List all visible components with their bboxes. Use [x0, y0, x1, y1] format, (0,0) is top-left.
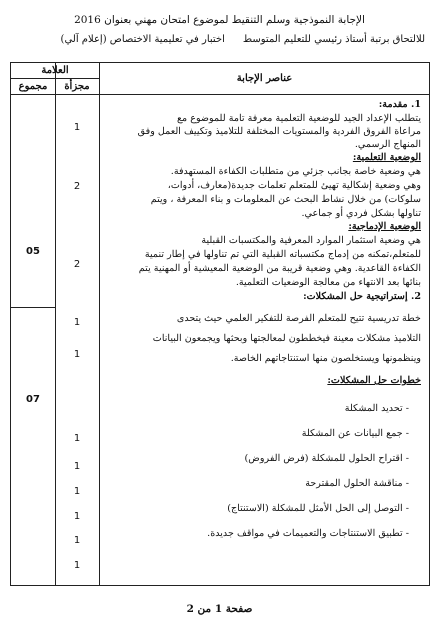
page-number: صفحة 1 من 2	[186, 603, 253, 615]
section1-line: المنهاج الرسمي.	[354, 139, 421, 150]
section1-line: للمتعلم،تمكنه من إدماج مكتسباته القبلية التي تم تناولها في إطار تنمية	[144, 249, 421, 260]
step-item: - جمع البيانات عن المشكلة	[301, 428, 409, 439]
answer-table	[10, 62, 430, 586]
section2-total: 07	[26, 394, 40, 405]
section2-line: خطة تدريسية تتيح للمتعلم الفرصة للتفكير العلمي حيث يتحدى	[176, 313, 421, 324]
section1-line: سلوكات) من خلال نشاط البحث عن المعلومات و بناء المعرفة ، ويتم	[150, 194, 421, 205]
steps-title: خطوات حل المشكلات:	[327, 375, 421, 386]
section1-line: بنائها بعد الانتهاء من معالجة الوضعيات التعلمية.	[235, 277, 421, 288]
header-divider	[11, 78, 99, 79]
total-header: مجموع	[18, 81, 48, 92]
partial-score: 2	[73, 181, 81, 192]
partial-score: 1	[73, 511, 81, 522]
step-item: - تحديد المشكلة	[344, 403, 409, 414]
step-item: - اقتراح الحلول للمشكلة (فرض الفروض)	[244, 453, 409, 464]
step-item: - مناقشة الحلول المقترحة	[305, 478, 409, 489]
integration-situation-title: الوضعية الإدماجية:	[348, 221, 421, 232]
section1-title: 1. مقدمة:	[378, 99, 421, 110]
section1-line: هي وضعية خاصة بجانب جزئي من متطلبات الكفاءة المستهدفة.	[170, 166, 421, 177]
section2-title: 2. إستراتيجية حل المشكلات:	[303, 291, 421, 302]
step-item: - التوصل إلى الحل الأمثل للمشكلة (الاستنتاج)	[227, 503, 409, 514]
section1-line: يتطلب الإعداد الجيد للوضعية التعلمية معرفة تامة للموضوع مع	[176, 113, 421, 124]
partial-score: 2	[73, 259, 81, 270]
answer-header: عناصر الإجابة	[236, 73, 293, 84]
section1-line: مراعاة الفروق الفردية والمستويات المختلفة للتلاميذ وتكييف العمل وفق	[137, 126, 421, 137]
partial-score: 1	[73, 486, 81, 497]
exam-rank: للالتحاق برتبة أستاذ رئيسي للتعليم المتوسط	[242, 34, 425, 45]
partial-score: 1	[73, 349, 81, 360]
exam-subtitle	[14, 33, 425, 46]
partial-score: 1	[73, 433, 81, 444]
section1-line: الكفاءة القاعدية. وهي وضعية قريبة من الوضعية المعيشية أو المهنية يتم	[138, 263, 421, 274]
partial-score: 1	[73, 560, 81, 571]
section1-line: وهي وضعية إشكالية تهيئ للمتعلم تعلمات جديدة(معارف، أدوات،	[167, 180, 421, 191]
section2-line: التلاميذ مشكلات معينة فيخططون لمعالجتها وبحثها ويجمعون البيانات	[152, 333, 421, 344]
section2-line: وينظمونها ويستخلصون منها استنتاجاتهم الخاصة.	[230, 353, 421, 364]
grade-header: العلامة	[41, 65, 69, 76]
document-title: الإجابة النموذجية وسلم التنقيط لموضوع امتحان مهني بعنوان 2016	[74, 14, 365, 26]
section1-total: 05	[26, 246, 40, 257]
partial-score: 1	[73, 317, 81, 328]
partial-score: 1	[73, 461, 81, 472]
section1-line: تناولها بشكل فردي أو جماعي.	[301, 208, 421, 219]
column-divider	[99, 63, 100, 585]
header-divider	[11, 94, 430, 95]
partial-header: مجزأة	[64, 81, 90, 92]
learning-situation-title: الوضعية التعلمية:	[352, 152, 421, 163]
section-divider	[11, 307, 55, 308]
step-item: - تطبيق الاستنتاجات والتعميمات في مواقف جديدة.	[207, 528, 409, 539]
partial-score: 1	[73, 535, 81, 546]
partial-score: 1	[73, 122, 81, 133]
section1-line: هي وضعية استثمار الموارد المعرفية والمكتسبات القبلية	[201, 235, 421, 246]
exam-subject: اختبار في تعليمية الاختصاص (إعلام آلي)	[60, 34, 225, 45]
